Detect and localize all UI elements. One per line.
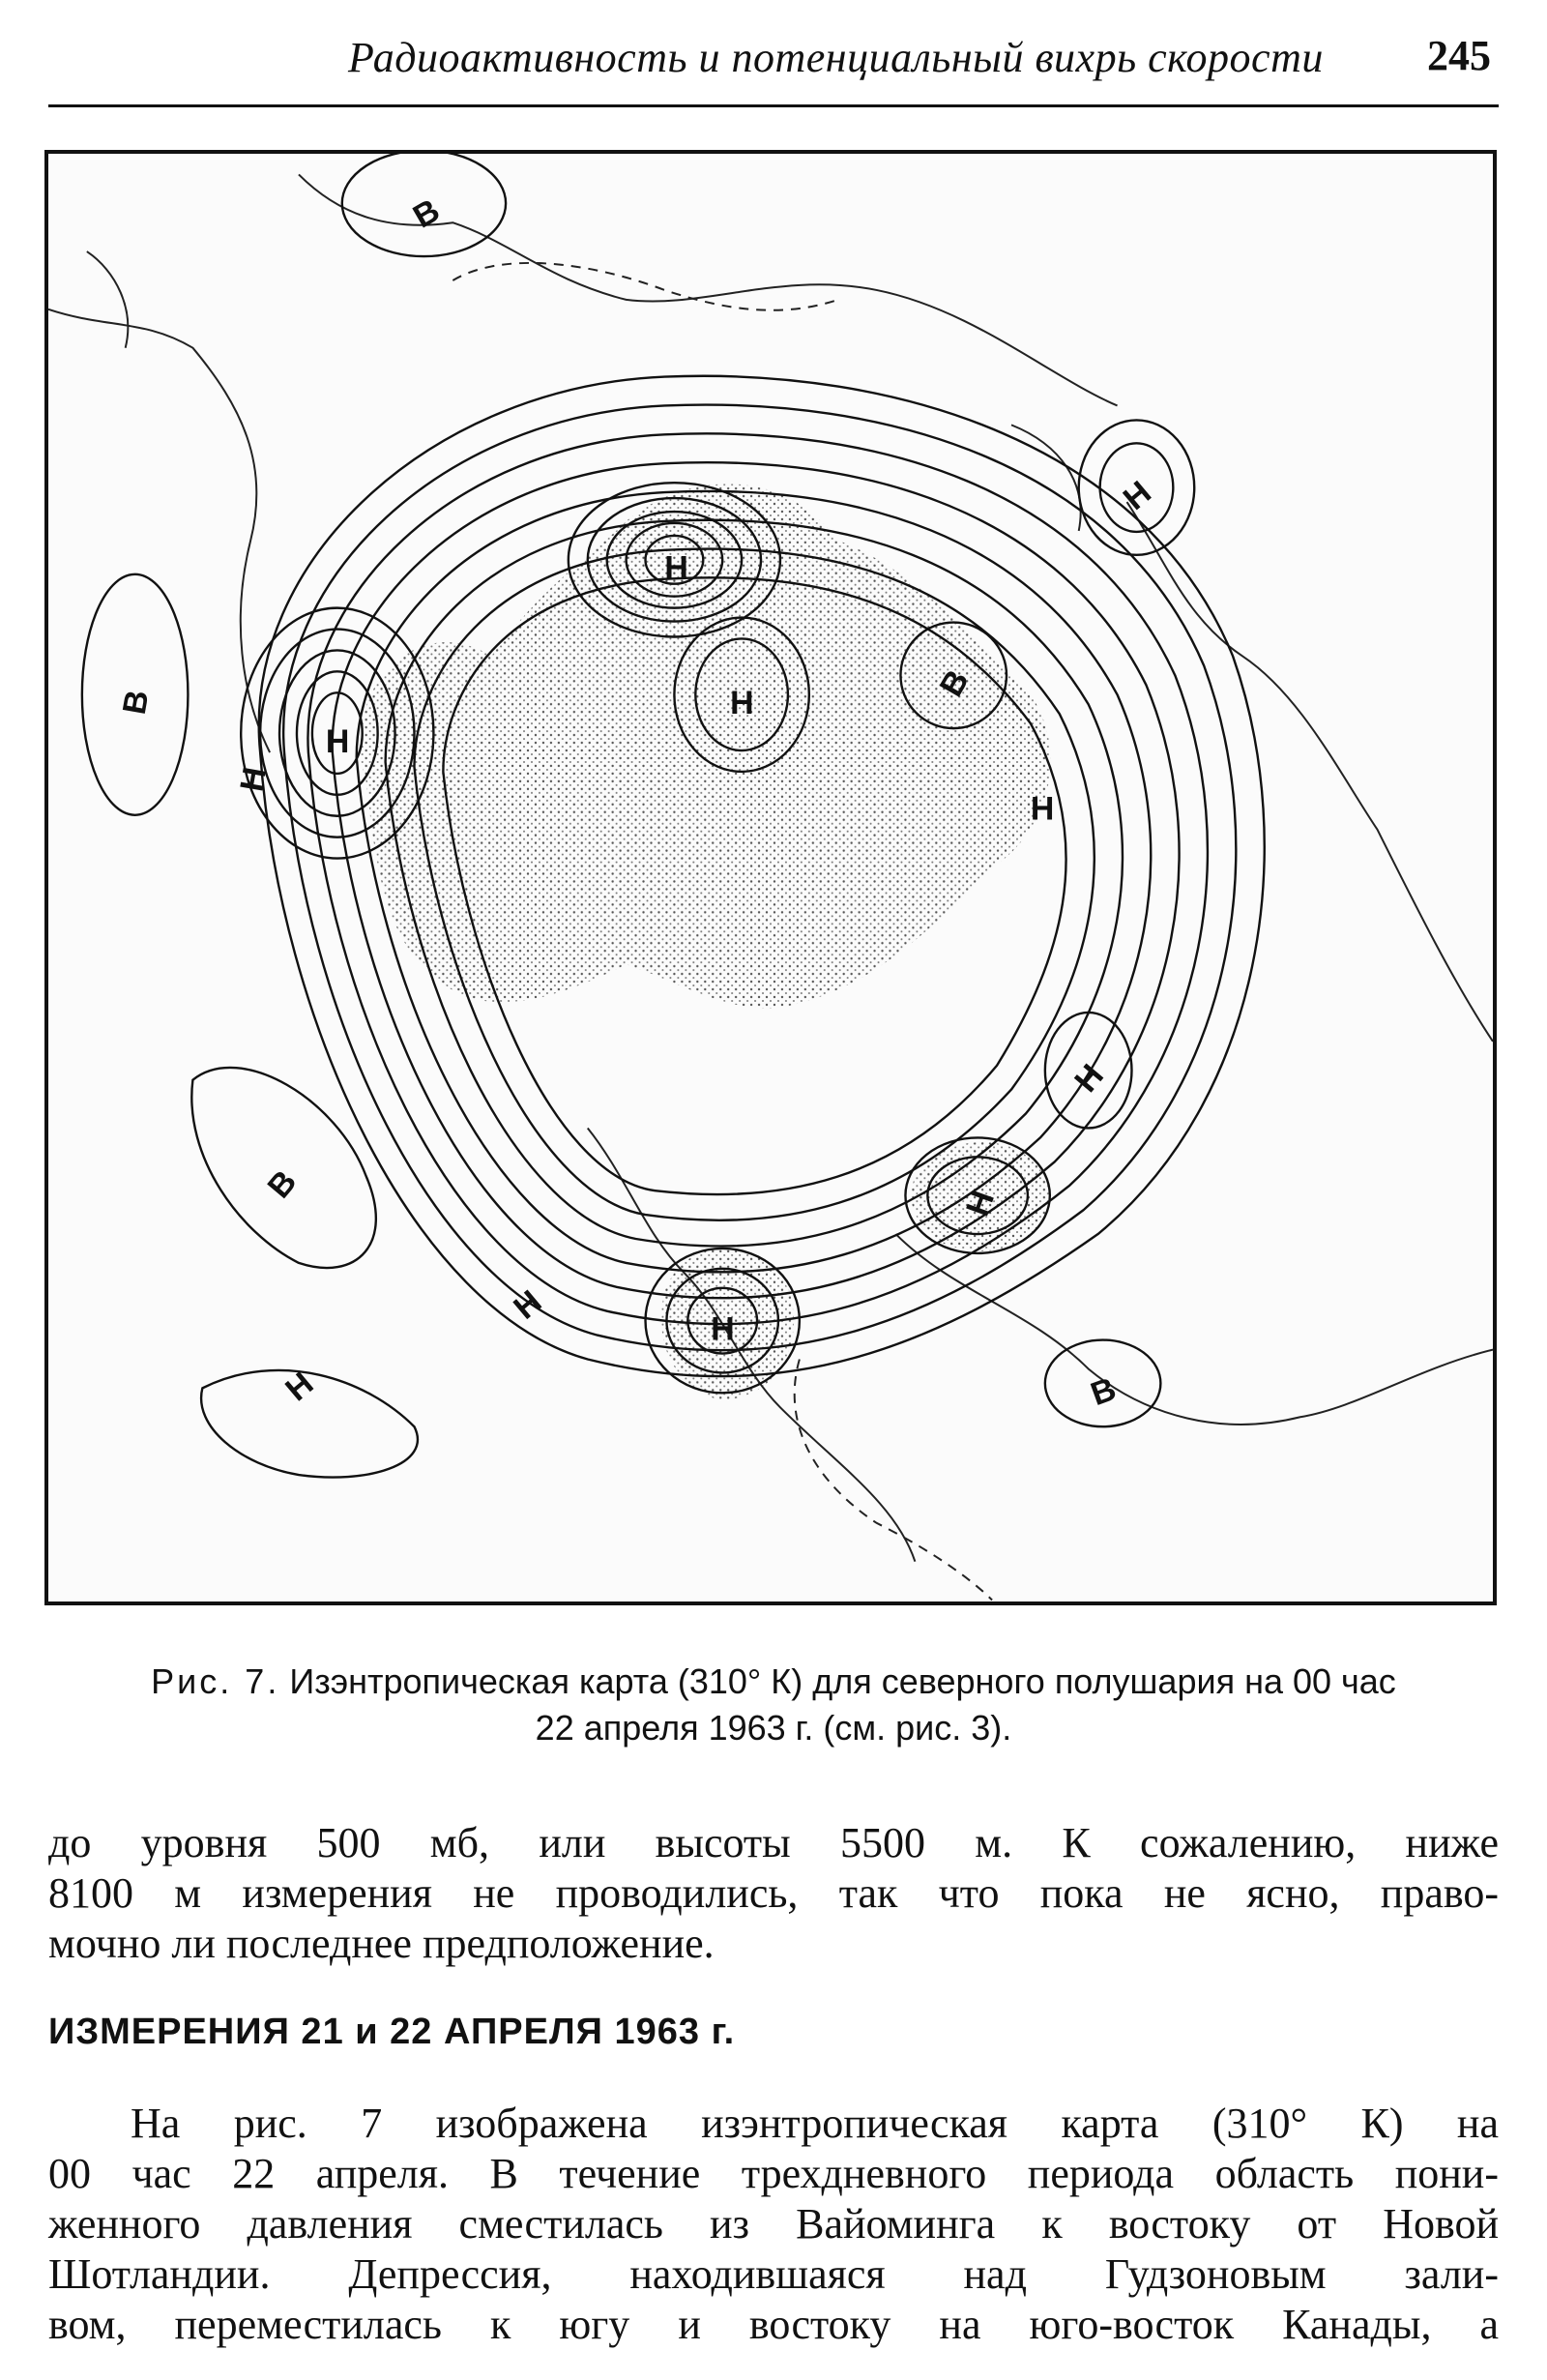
label-low: Н [711, 1310, 735, 1348]
page-header [48, 27, 1499, 107]
paragraph-2-line: На рис. 7 изображена изэнтропическая карта (310° К) на [131, 2100, 1499, 2147]
caption-label: Рис. 7. [151, 1661, 280, 1701]
figure-caption [48, 1659, 1499, 1751]
caption-text-1: Изэнтропическая карта (310° К) для северного полушария на 00 час [289, 1661, 1396, 1701]
paragraph-1-line: мочно ли последнее предположение. [48, 1920, 715, 1967]
paragraph-2-line: 00 час 22 апреля. В течение трехдневного периода область пони- [48, 2150, 1499, 2197]
label-low: Н [1116, 474, 1158, 518]
isentropic-map-figure [44, 150, 1497, 1605]
paragraph-1-line: до уровня 500 мб, или высоты 5500 м. К сожалению, ниже [48, 1819, 1499, 1866]
stippled-regions [360, 484, 1050, 1399]
isentropic-map [48, 154, 1493, 1601]
section-heading: ИЗМЕРЕНИЯ 21 и 22 АПРЕЛЯ 1963 г. [48, 2012, 736, 2052]
paragraph-2-line: Шотландии. Депрессия, находившаяся над Гудзоновым зали- [48, 2250, 1499, 2298]
label-low: Н [1030, 790, 1055, 828]
page-number: 245 [1427, 32, 1491, 79]
caption-line-1 [48, 1659, 1499, 1705]
label-low: Н [278, 1365, 321, 1409]
label-high: В [115, 687, 157, 718]
label-high: В [407, 191, 447, 236]
paragraph-2-line: вом, переместилась к югу и востоку на юго-восток Канады, а [48, 2301, 1499, 2348]
label-low: Н [1067, 1057, 1111, 1100]
paragraph-1 [48, 1818, 1499, 1969]
caption-line-2: 22 апреля 1963 г. (см. рис. 3). [535, 1708, 1012, 1748]
label-low: Н [730, 685, 754, 722]
label-low: Н [233, 764, 274, 795]
paragraph-2-line: женного давления сместилась из Вайоминга к востоку от Новой [48, 2200, 1499, 2248]
paragraph-2 [48, 2099, 1499, 2350]
label-low: Н [664, 549, 688, 587]
label-high: В [1086, 1370, 1122, 1414]
label-low: Н [507, 1282, 549, 1327]
running-title: Радиоактивность и потенциальный вихрь скорости [348, 34, 1324, 81]
paragraph-1-line: 8100 м измерения не проводились, так что пока не ясно, право- [48, 1869, 1499, 1917]
label-low: Н [325, 723, 350, 761]
label-high: В [932, 663, 977, 703]
label-low: Н [959, 1186, 1003, 1221]
label-high: В [260, 1163, 305, 1206]
